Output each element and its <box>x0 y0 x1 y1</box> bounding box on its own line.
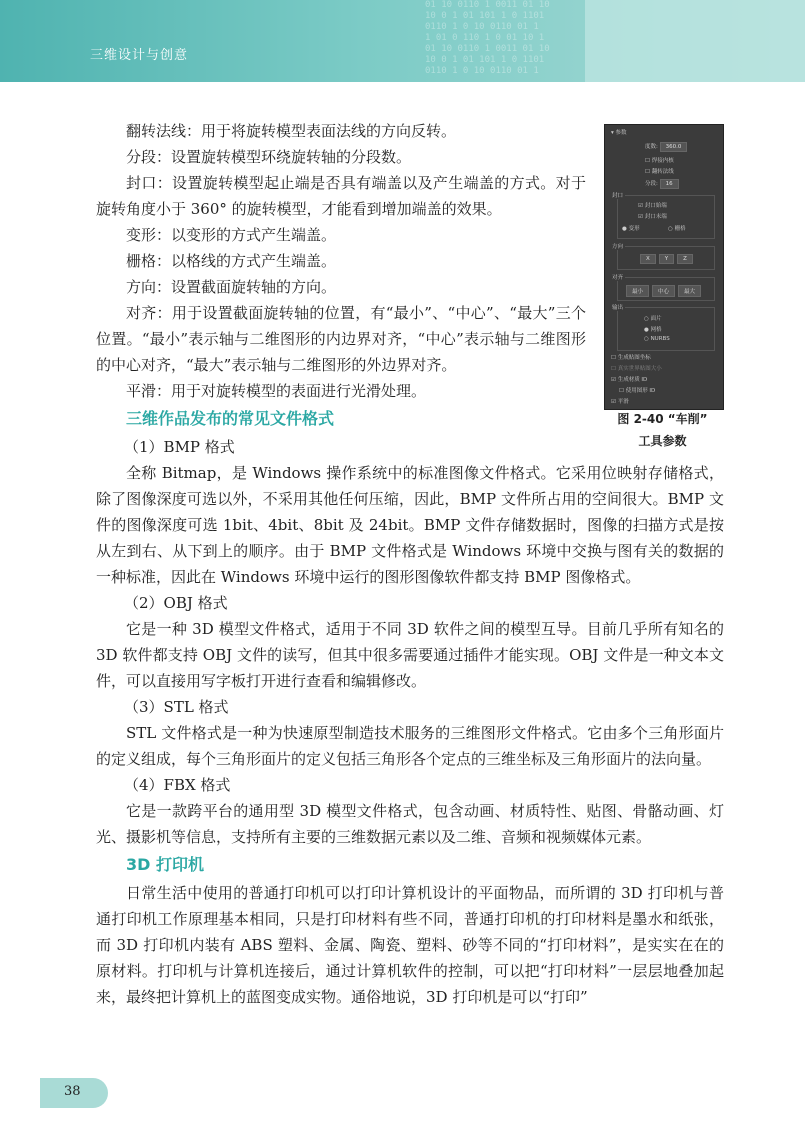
dir-x-button[interactable]: X <box>640 254 656 264</box>
para-obj: 它是一种 3D 模型文件格式，适用于不同 3D 软件之间的模型互导。目前几乎所有知名的 3D 软件都支持 OBJ 文件的读写，但其中很多需要通过插件才能实现。OBJ 文件是一种文本文件，可以直接用写字板打开进行查看和编辑修改。 <box>96 620 724 690</box>
heading-3d-printer: 3D 打印机 <box>126 855 204 874</box>
para-3d-printer: 日常生活中使用的普通打印机可以打印计算机设计的平面物品，而所谓的 3D 打印机与普通打印机工作原理基本相同，只是打印材料有些不同，普通打印机的打印材料是墨水和纸张，而 3D 打印机内装有 ABS 塑料、金属、陶瓷、塑料、砂等不同的“打印材料”，是实实在在的原材料。打印机与计算机连接后，通过计算机软件的控制，可以把“打印材料”一层层地叠加起来，最终把计算机上的蓝图变成实物。通俗地说，3D 打印机是可以“打印” <box>96 884 724 1006</box>
flip-normals-row[interactable]: ☐ 翻转法线 <box>645 169 674 175</box>
weld-core-row[interactable]: ☐ 焊接内核 <box>645 158 674 164</box>
heading-file-formats: 三维作品发布的常见文件格式 <box>126 409 335 428</box>
out-nurbs-radio[interactable]: ○ NURBS <box>644 336 670 342</box>
para-align: 对齐：用于设置截面旋转轴的位置，有“最小”、“中心”、“最大”三个位置。“最小”表示轴与二维图形的内边界对齐，“中心”表示轴与二维图形的中心对齐，“最大”表示轴与二维图形的外边界对齐。 <box>96 304 586 374</box>
segments-row: 分段: 16 <box>645 179 682 189</box>
grid-radio[interactable]: ○ 栅格 <box>668 226 686 232</box>
segments-input[interactable]: 16 <box>660 179 679 189</box>
direction-label: 方向 <box>612 244 624 250</box>
real-world-label: 真实世界贴图大小 <box>617 366 662 372</box>
morph-label: 变形 <box>628 226 640 232</box>
flip-normals-label: 翻转法线 <box>651 169 674 175</box>
panel-title: 参数 <box>615 130 627 136</box>
cap-end-row[interactable]: ☑ 封口末端 <box>638 214 667 220</box>
out-mesh-radio[interactable]: ● 网格 <box>644 327 662 333</box>
cap-start-row[interactable]: ☑ 封口始端 <box>638 203 667 209</box>
align-label: 对齐 <box>612 275 624 281</box>
header-title: 三维设计与创意 <box>90 48 189 63</box>
dir-y-button[interactable]: Y <box>659 254 674 264</box>
gen-mat-row[interactable]: ☑ 生成材质 ID <box>611 377 648 383</box>
caption-line-2: 工具参数 <box>638 434 687 448</box>
degree-input[interactable]: 360.0 <box>660 142 688 152</box>
para-smooth: 平滑：用于对旋转模型的表面进行光滑处理。 <box>126 382 427 400</box>
align-center-button[interactable]: 中心 <box>652 285 675 297</box>
caption-line-1: 图 2-40 “车削” <box>617 412 708 426</box>
main-text <box>96 118 724 1010</box>
page-header <box>0 0 805 82</box>
para-grid: 栅格：以格线的方式产生端盖。 <box>126 252 337 270</box>
subheading-bmp: （1）BMP 格式 <box>124 438 235 456</box>
dir-z-button[interactable]: Z <box>677 254 693 264</box>
align-max-button[interactable]: 最大 <box>678 285 701 297</box>
morph-radio[interactable]: ● 变形 <box>622 226 640 232</box>
out-nurbs-label: NURBS <box>650 336 670 342</box>
para-direction: 方向：设置截面旋转轴的方向。 <box>126 278 337 296</box>
weld-core-label: 焊接内核 <box>651 158 674 164</box>
page-number-tab <box>40 1078 108 1108</box>
capping-label: 封口 <box>612 193 624 199</box>
gen-map-label: 生成贴图坐标 <box>617 355 651 361</box>
gen-map-row[interactable]: ☐ 生成贴图坐标 <box>611 355 651 361</box>
degree-row: 度数: 360.0 <box>645 142 690 152</box>
gen-mat-label: 生成材质 ID <box>617 377 648 383</box>
use-shape-label: 使用图形 ID <box>625 388 656 394</box>
out-patch-radio[interactable]: ○ 面片 <box>644 316 662 322</box>
para-fbx: 它是一款跨平台的通用型 3D 模型文件格式，包含动画、材质特性、贴图、骨骼动画、灯光、摄影机等信息，支持所有主要的三维数据元素以及二维、音频和视频媒体元素。 <box>96 802 724 846</box>
subheading-fbx: （4）FBX 格式 <box>124 776 231 794</box>
para-segments: 分段：设置旋转模型环绕旋转轴的分段数。 <box>126 148 412 166</box>
smooth-row[interactable]: ☑ 平滑 <box>611 399 629 405</box>
cap-start-label: 封口始端 <box>644 203 667 209</box>
para-morph: 变形：以变形的方式产生端盖。 <box>126 226 337 244</box>
real-world-row[interactable]: ☐ 真实世界贴图大小 <box>611 366 662 372</box>
out-mesh-label: 网格 <box>650 327 662 333</box>
para-bmp: 全称 Bitmap，是 Windows 操作系统中的标准图像文件格式。它采用位映射存储格式，除了图像深度可选以外，不采用其他任何压缩，因此，BMP 文件所占用的空间很大。BMP 文件的图像深度可选 1bit、4bit、8bit 及 24bit。BMP 文件存储数据时，图像的扫描方式是按从左到右、从下到上的顺序。由于 BMP 文件格式是 Windows 环境中交换与图有关的数据的一种标准，因此在 Windows 环境中运行的图形图像软件都支持 BMP 图像格式。 <box>96 464 724 586</box>
panel-title-row: ▾ 参数 <box>611 130 627 136</box>
para-flip-normals: 翻转法线：用于将旋转模型表面法线的方向反转。 <box>126 122 457 140</box>
degree-label: 度数 <box>645 144 657 150</box>
output-label: 输出 <box>612 305 624 311</box>
page-number: 38 <box>64 1084 81 1099</box>
subheading-obj: （2）OBJ 格式 <box>124 594 228 612</box>
para-capping: 封口：设置旋转模型起止端是否具有端盖以及产生端盖的方式。对于旋转角度小于 360° 的旋转模型，才能看到增加端盖的效果。 <box>96 174 586 218</box>
header-code-background: 01 10 0110 1 0011 01 10 10 0 1 01 101 1 0 1101 0110 1 0 10 0110 01 1 1 01 0 110 1 0 01 10 1 01 10 0110 1 0011 01 10 10 0 1 01 101 1 0 1101 0110 1 0 10 0110 01 1 <box>425 0 550 76</box>
out-patch-label: 面片 <box>650 316 662 322</box>
subheading-stl: （3）STL 格式 <box>124 698 229 716</box>
para-stl: STL 文件格式是一种为快速原型制造技术服务的三维图形文件格式。它由多个三角形面片的定义组成，每个三角形面片的定义包括三角形各个定点的三维坐标及三角形面片的法向量。 <box>96 724 724 768</box>
smooth-label: 平滑 <box>617 399 629 405</box>
segments-label: 分段 <box>645 181 657 187</box>
align-min-button[interactable]: 最小 <box>626 285 649 297</box>
grid-label: 栅格 <box>674 226 686 232</box>
use-shape-row[interactable]: ☐ 使用图形 ID <box>619 388 656 394</box>
cap-end-label: 封口末端 <box>644 214 667 220</box>
header-band <box>585 0 805 82</box>
